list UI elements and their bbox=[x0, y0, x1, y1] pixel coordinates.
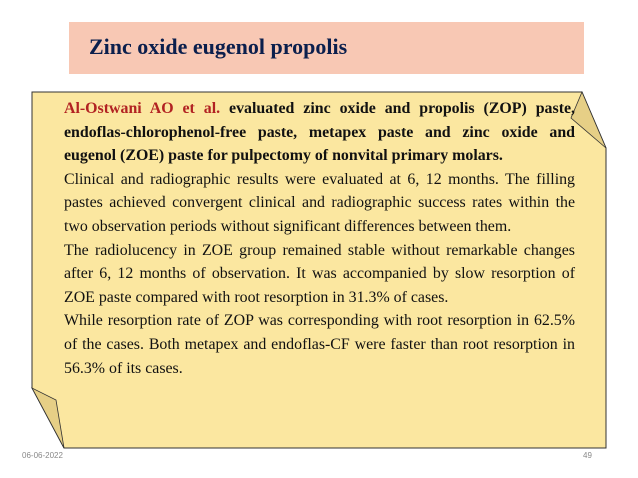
page-number: 49 bbox=[583, 451, 592, 460]
zop-paragraph: While resorption rate of ZOP was corresponding with root resorption in 62.5% of the cases. Both metapex and endoflas-CF were faster than root resorption in 56.3% of its cases. bbox=[64, 312, 575, 377]
results-paragraph: Clinical and radiographic results were evaluated at 6, 12 months. The filling pastes achieved convergent clinical and radiographic success rates within the two observation periods without significant differences between them. bbox=[64, 170, 575, 235]
slide-title: Zinc oxide eugenol propolis bbox=[89, 34, 348, 59]
intro-paragraph bbox=[64, 97, 575, 168]
footer-date: 06-06-2022 bbox=[22, 451, 63, 460]
author-citation: Al-Ostwani AO et al. bbox=[64, 100, 221, 117]
zoe-paragraph: The radiolucency in ZOE group remained stable without remarkable changes after 6, 12 months of observation. It was accompanied by slow resorption of ZOE paste compared with root resorption in 31.3% of cases. bbox=[64, 241, 575, 306]
intro-text: evaluated zinc oxide and propolis (ZOP) paste, endoflas-chlorophenol-free paste, metapex paste and zinc oxide and eugenol (ZOE) paste for pulpectomy of nonvital primary molars. bbox=[64, 100, 576, 165]
slide-body bbox=[64, 97, 575, 380]
